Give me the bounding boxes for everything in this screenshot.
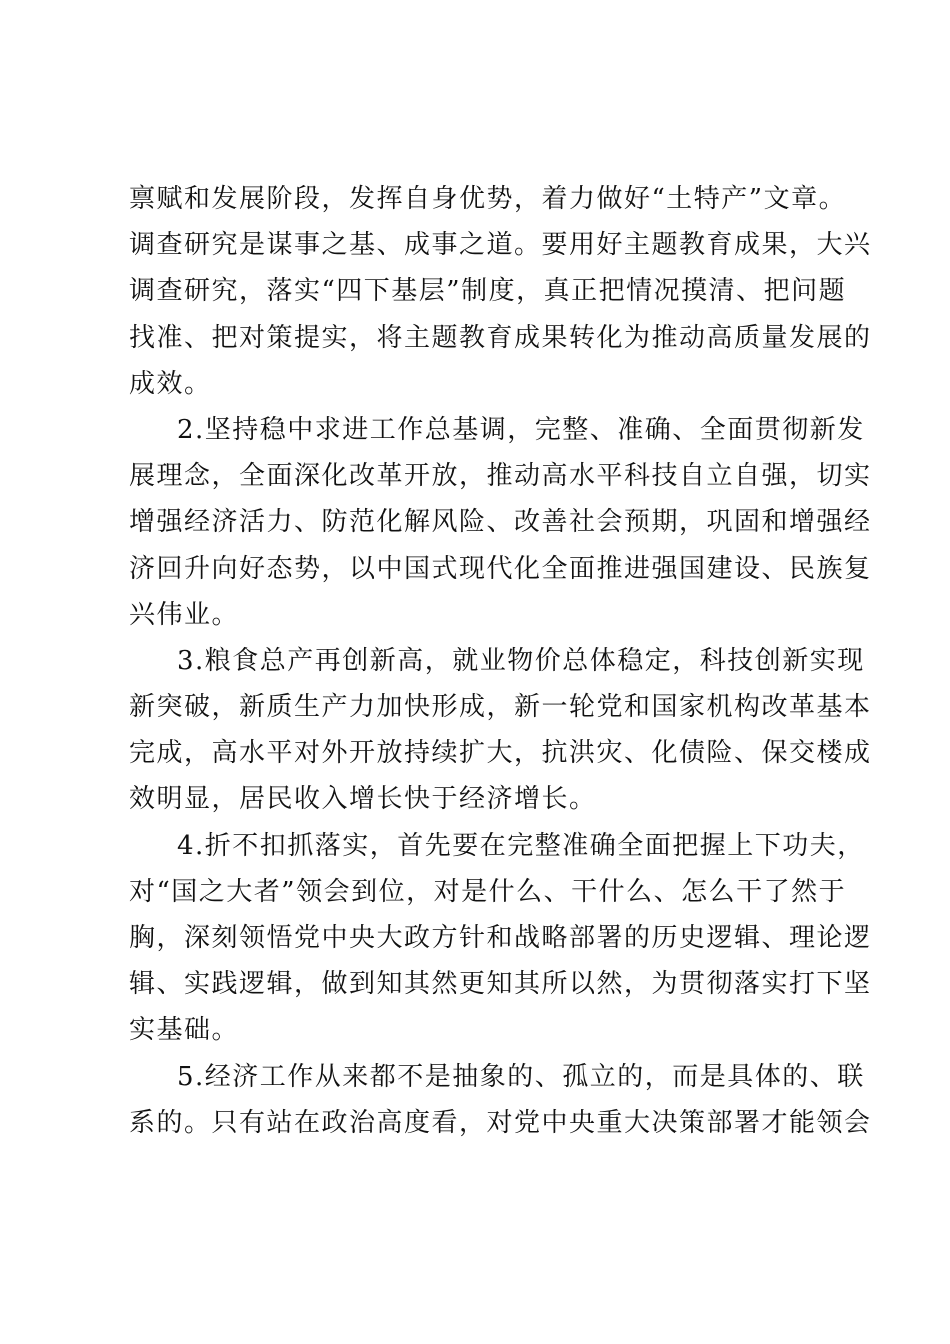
paragraph-2-first-line: 2.坚持稳中求进工作总基调，完整、准确、全面贯彻新发 xyxy=(177,414,865,445)
paragraph-3-first-line: 3.粮食总产再创新高，就业物价总体稳定，科技创新实现 xyxy=(177,645,865,676)
paragraph-4-first-line: 4.折不扣抓落实，首先要在完整准确全面把握上下功夫， xyxy=(177,830,865,861)
paragraph-line: 调查研究，落实“四下基层”制度，真正把情况摸清、把问题 xyxy=(129,276,847,307)
paragraph-line: 找准、把对策提实，将主题教育成果转化为推动高质量发展的 xyxy=(129,322,872,353)
paragraph-line: 禀赋和发展阶段，发挥自身优势，着力做好“土特产”文章。 xyxy=(129,184,847,214)
paragraph-line: 兴伟业。 xyxy=(129,599,240,630)
paragraph-line: 效明显，居民收入增长快于经济增长。 xyxy=(129,784,597,815)
paragraph-line: 胸，深刻领悟党中央大政方针和战略部署的历史逻辑、理论逻 xyxy=(129,923,872,953)
paragraph-line: 增强经济活力、防范化解风险、改善社会预期，巩固和增强经 xyxy=(129,507,872,538)
document-body xyxy=(129,176,872,1146)
paragraph-line: 实基础。 xyxy=(129,1015,240,1046)
paragraph-line: 辑、实践逻辑，做到知其然更知其所以然，为贯彻落实打下坚 xyxy=(129,969,872,1000)
paragraph-line: 系的。只有站在政治高度看，对党中央重大决策部署才能领会 xyxy=(129,1107,872,1138)
paragraph-line: 成效。 xyxy=(129,368,212,399)
paragraph-line: 对“国之大者”领会到位，对是什么、干什么、怎么干了然于 xyxy=(129,876,847,907)
paragraph-line: 新突破，新质生产力加快形成，新一轮党和国家机构改革基本 xyxy=(129,692,872,723)
paragraph-line: 调查研究是谋事之基、成事之道。要用好主题教育成果，大兴 xyxy=(129,230,872,261)
paragraph-line: 济回升向好态势，以中国式现代化全面推进强国建设、民族复 xyxy=(129,553,872,584)
paragraph-line: 展理念，全面深化改革开放，推动高水平科技自立自强，切实 xyxy=(129,461,872,492)
paragraph-line: 完成，高水平对外开放持续扩大，抗洪灾、化债险、保交楼成 xyxy=(129,738,872,769)
paragraph-5-first-line: 5.经济工作从来都不是抽象的、孤立的，而是具体的、联 xyxy=(177,1061,865,1092)
